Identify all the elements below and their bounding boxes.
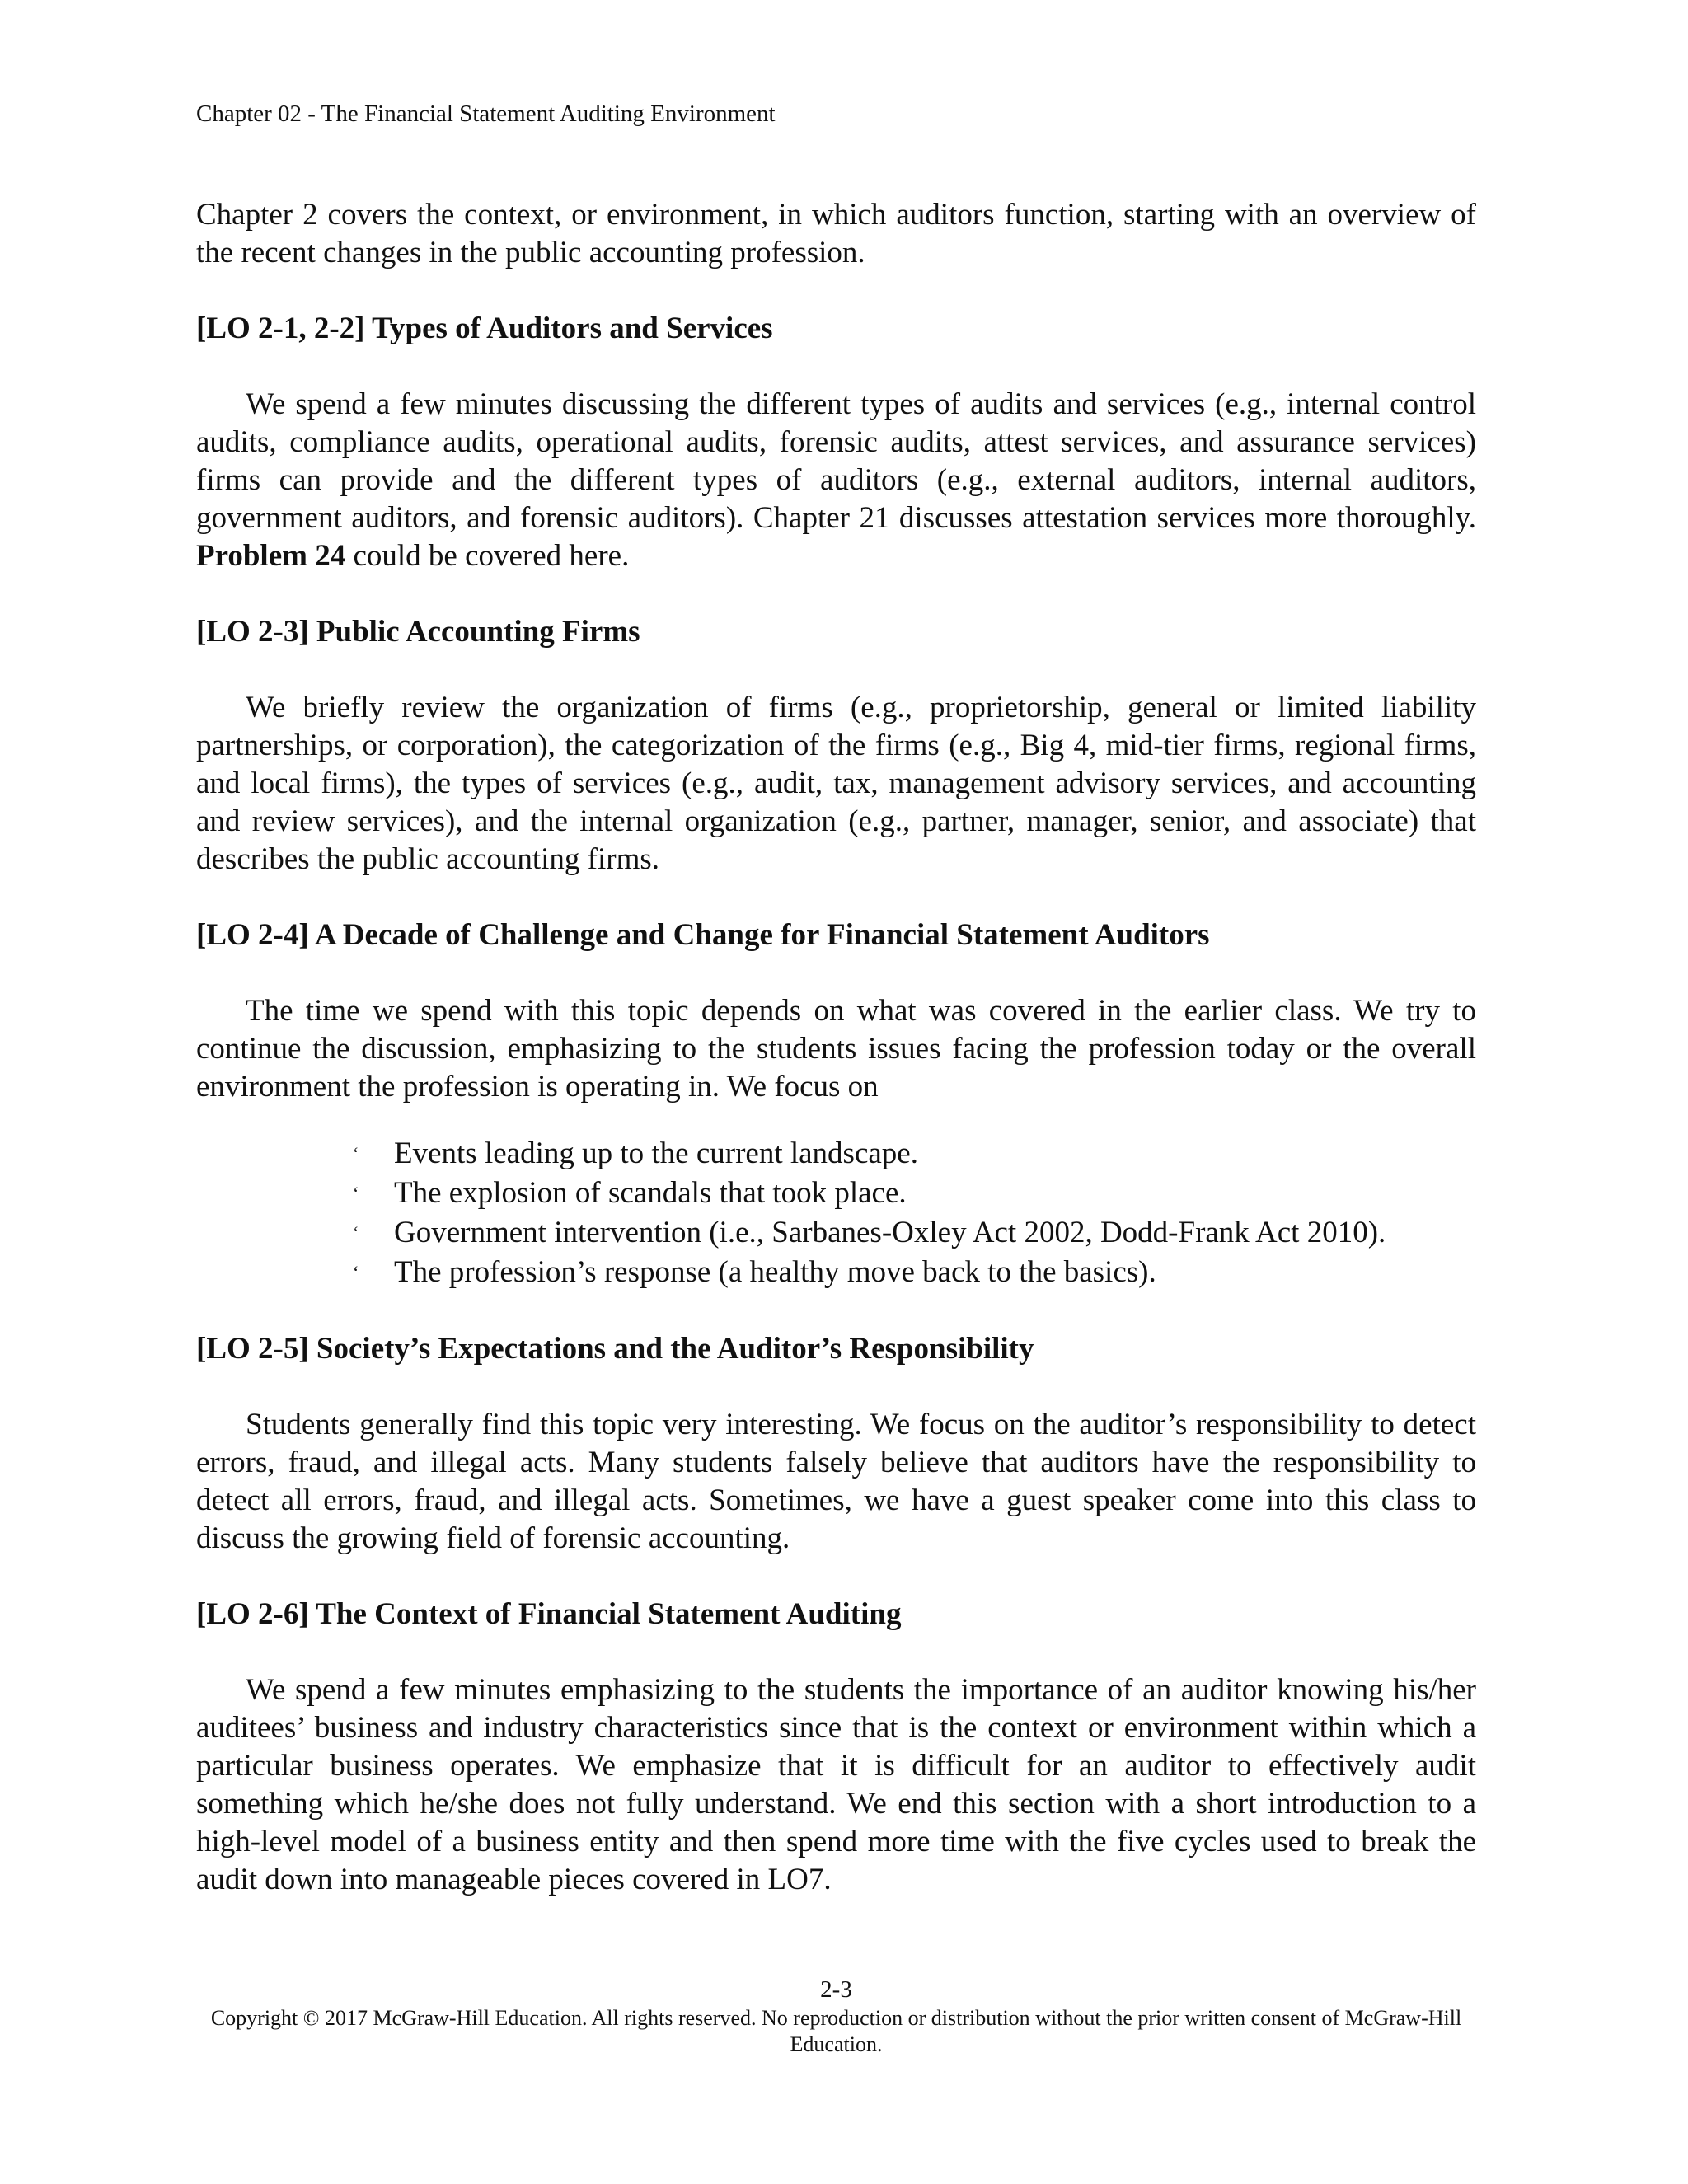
section-lo-2-1 — [196, 310, 1476, 575]
page-header: Chapter 02 - The Financial Statement Auditing Environment — [196, 101, 776, 127]
section-lo-2-4 — [196, 916, 1476, 1292]
section-heading: [LO 2-1, 2-2] Types of Auditors and Services — [196, 312, 773, 345]
section-paragraph: We spend a few minutes emphasizing to the students the importance of an auditor knowing his/her auditees’ business and industry characteristics since that is the context or environment within which a particular business operates. We emphasize that it is difficult for an auditor to effectively audit something which he/she does not fully understand. We end this section with a short introduction to a high-level model of a business entity and then spend more time with the five cycles used to break the audit down into manageable pieces covered in LO7. — [196, 1673, 1476, 1896]
paragraph-text: could be covered here. — [345, 539, 630, 573]
list-item — [353, 1174, 1476, 1213]
intro-paragraph: Chapter 2 covers the context, or environment, in which auditors function, starting with an overview of the recent changes in the public accounting profession. — [196, 198, 1476, 269]
focus-list — [196, 1134, 1476, 1292]
copyright-notice: Copyright © 2017 McGraw-Hill Education. All rights reserved. No reproduction or distribution without the prior written consent of McGraw-Hill Education. — [210, 2006, 1462, 2056]
page-number: 2-3 — [820, 1976, 852, 2003]
bullet-mark-icon: ʻ — [353, 1143, 359, 1164]
section-heading: [LO 2-3] Public Accounting Firms — [196, 615, 640, 649]
section-heading: [LO 2-4] A Decade of Challenge and Change for Financial Statement Auditors — [196, 918, 1210, 952]
page-footer — [196, 1974, 1476, 2058]
list-item-text: The profession’s response (a healthy move back to the basics). — [394, 1255, 1156, 1289]
section-paragraph: We briefly review the organization of firms (e.g., proprietorship, general or limited liability partnerships, or corporation), the categorization of the firms (e.g., Big 4, mid-tier firms, regional firms, and local firms), the types of services (e.g., audit, tax, management advisory services, and accounting and review services), and the internal organization (e.g., partner, manager, senior, and associate) that describes the public accounting firms. — [196, 691, 1476, 876]
section-heading: [LO 2-5] Society’s Expectations and the Auditor’s Responsibility — [196, 1332, 1034, 1366]
section-lo-2-3 — [196, 613, 1476, 879]
section-paragraph: The time we spend with this topic depends on what was covered in the earlier class. We try to continue the discussion, emphasizing to the students issues facing the profession today or the overall environment the profession is operating in. We focus on — [196, 994, 1476, 1104]
section-paragraph — [196, 386, 1476, 575]
list-item — [353, 1134, 1476, 1174]
list-item-text: Events leading up to the current landscape. — [394, 1137, 918, 1170]
list-item-text: The explosion of scandals that took place. — [394, 1176, 907, 1210]
list-item-text: Government intervention (i.e., Sarbanes-Oxley Act 2002, Dodd-Frank Act 2010). — [394, 1216, 1386, 1249]
section-lo-2-5 — [196, 1330, 1476, 1558]
bullet-mark-icon: ʻ — [353, 1222, 359, 1243]
list-item — [353, 1213, 1476, 1253]
bullet-mark-icon: ʻ — [353, 1183, 359, 1203]
paragraph-text: We spend a few minutes discussing the different types of audits and services (e.g., internal control audits, compliance audits, operational audits, forensic audits, attest services, and assurance services) firms can provide and the different types of auditors (e.g., external auditors, internal auditors, government auditors, and forensic auditors). Chapter 21 discusses attestation services more thoroughly. — [196, 387, 1476, 535]
list-item — [353, 1253, 1476, 1292]
section-heading: [LO 2-6] The Context of Financial Statement Auditing — [196, 1597, 902, 1631]
problem-reference: Problem 24 — [196, 539, 346, 573]
document-body — [196, 196, 1476, 1937]
section-paragraph: Students generally find this topic very interesting. We focus on the auditor’s responsibility to detect errors, fraud, and illegal acts. Many students falsely believe that auditors have the responsibility to detect all errors, fraud, and illegal acts. Sometimes, we have a guest speaker come into this class to discuss the growing field of forensic accounting. — [196, 1408, 1476, 1555]
section-lo-2-6 — [196, 1596, 1476, 1899]
bullet-mark-icon: ʻ — [353, 1262, 359, 1282]
